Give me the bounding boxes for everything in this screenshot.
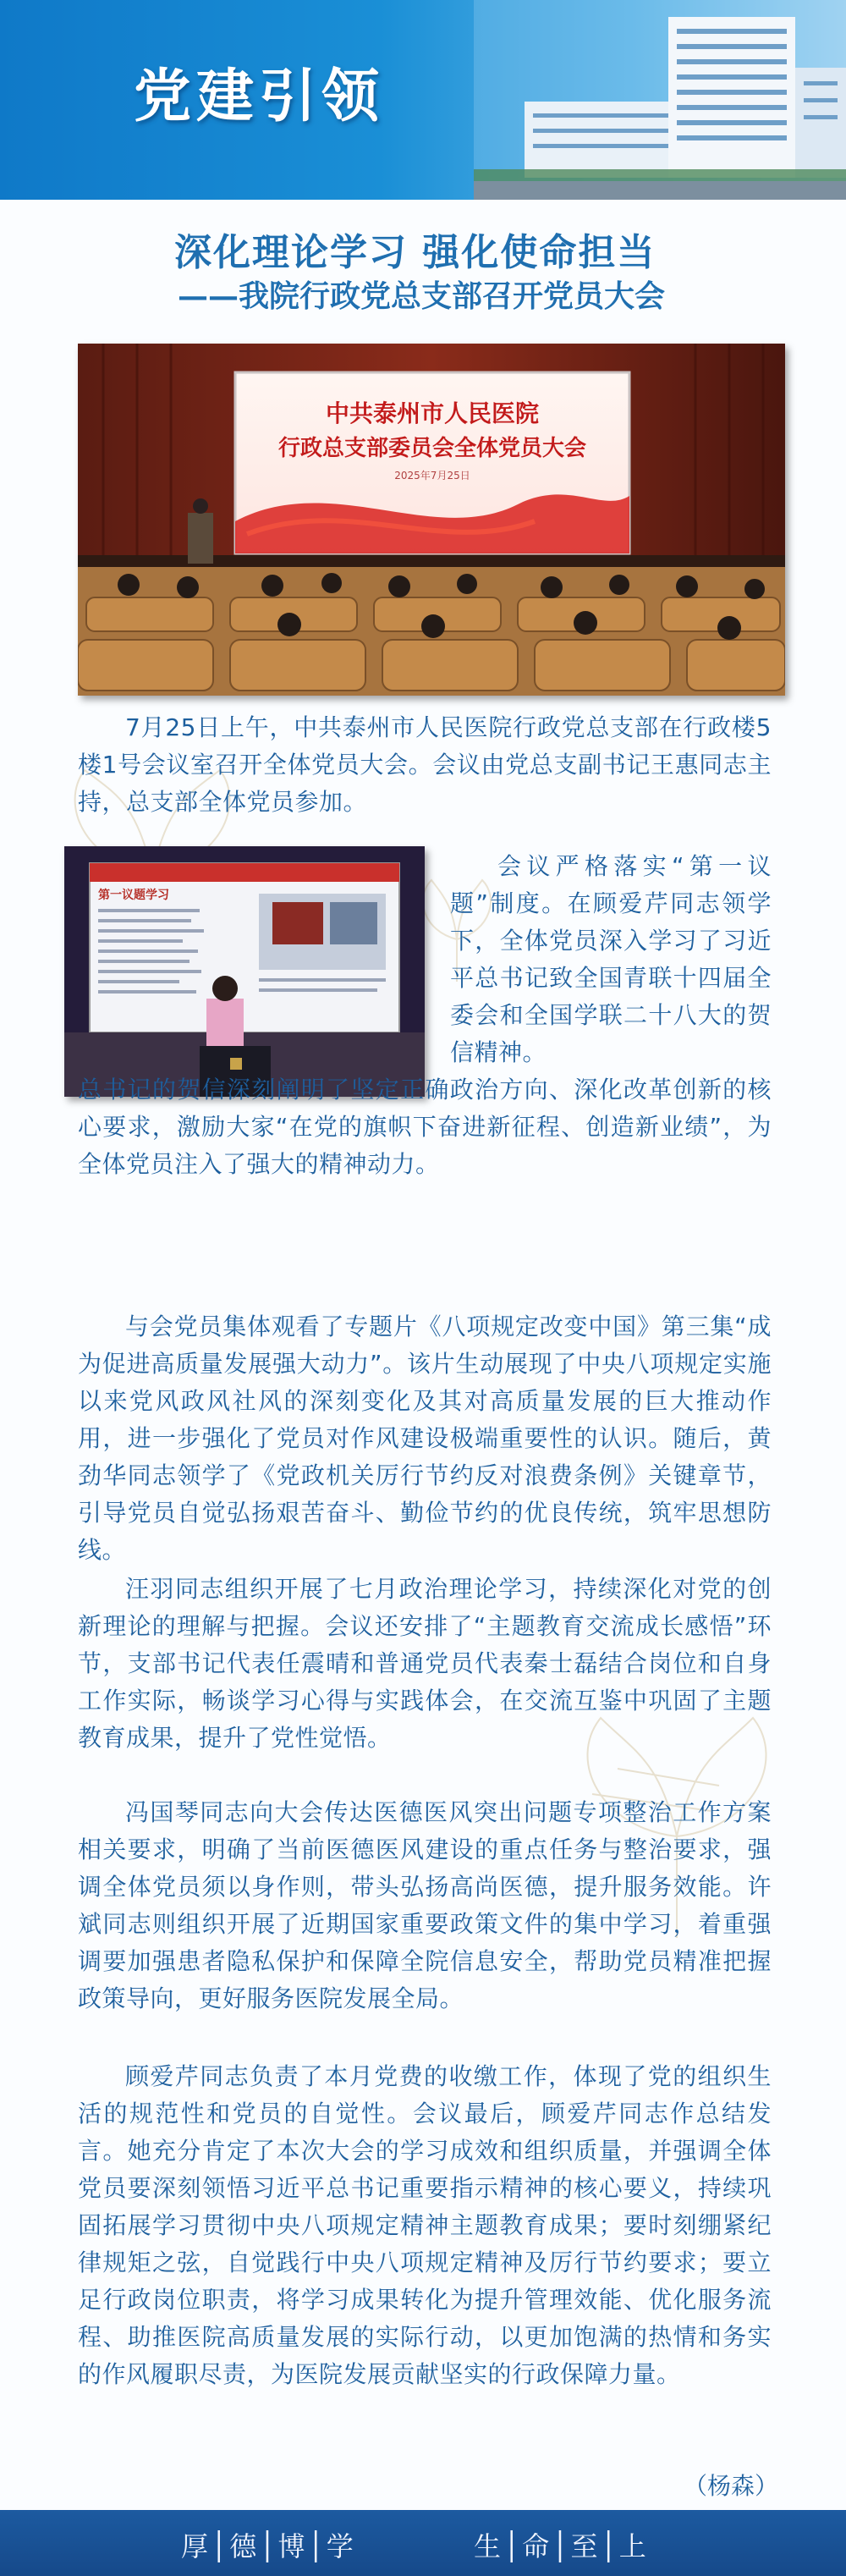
paragraph-intro: 7月25日上午，中共泰州市人民医院行政党总支部在行政楼5楼1号会议室召开全体党员大会。会议由党总支副书记王惠同志主持，总支部全体党员参加。 (78, 713, 772, 816)
article-subtitle: ——我院行政党总支部召开党员大会 (178, 278, 666, 314)
screen-line-1: 中共泰州市人民医院 (325, 399, 540, 427)
footer-motto-right: 生│命│至│上 (474, 2530, 649, 2562)
speaker-photo (64, 846, 425, 1097)
paragraph-documentary: 与会党员集体观看了专题片《八项规定改变中国》第三集“成为促进高质量发展强大动力”。该片生动展现了中央八项规定实施以来党风政风社风的深刻变化及其对高质量发展的巨大推动作用，进一步强化了党员对作风建设极端重要性的认识。随后，黄劲华同志领学了《党政机关厉行节约反对浪费条例》关键章节，引导党员自觉弘扬艰苦奋斗、勤俭节约的优良传统，筑牢思想防线。 (78, 1313, 772, 1564)
footer-banner (0, 2510, 846, 2576)
screen-line-2: 行政总支部委员会全体党员大会 (277, 436, 587, 461)
paragraph-first-topic-continued: 总书记的贺信深刻阐明了坚定正确政治方向、深化改革创新的核心要求，激励大家“在党的旗帜下奋进新征程、创造新业绩”，为全体党员注入了强大的精神动力。 (78, 1076, 772, 1178)
paragraph-theory-study: 汪羽同志组织开展了七月政治理论学习，持续深化对党的创新理论的理解与把握。会议还安排了“主题教育交流成长感悟”环节，支部书记代表任震晴和普通党员代表秦士磊结合岗位和自身工作实际，畅谈学习心得与实践体会，在交流互鉴中巩固了主题教育成果，提升了党性觉悟。 (78, 1575, 772, 1752)
meeting-hall-photo (78, 344, 785, 696)
paragraph-medical-ethics: 冯国琴同志向大会传达医德医风突出问题专项整治工作方案相关要求，明确了当前医德医风建设的重点任务与整治要求，强调全体党员须以身作则，带头弘扬高尚医德，提升服务效能。许斌同志则组织开展了近期国家重要政策文件的集中学习，着重强调要加强患者隐私保护和保障全院信息安全，帮助党员精准把握政策导向，更好服务医院发展全局。 (78, 1798, 772, 2012)
paragraph-summary: 顾爱芹同志负责了本月党费的收缴工作，体现了党的组织生活的规范性和党员的自觉性。会议最后，顾爱芹同志作总结发言。她充分肯定了本次大会的学习成效和组织质量，并强调全体党员要深刻领悟习近平总书记重要指示精神的核心要义，持续巩固拓展学习贯彻中央八项规定精神主题教育成果；要时刻绷紧纪律规矩之弦，自觉践行中央八项规定精神及厉行节约要求；要立足行政岗位职责，将学习成果转化为提升管理效能、优化服务流程、助推医院高质量发展的实际行动，以更加饱满的热情和务实的作风履职尽责，为医院发展贡献坚实的行政保障力量。 (78, 2062, 772, 2388)
slide-title: 第一议题学习 (98, 889, 169, 902)
header-title: 党建引领 (134, 63, 385, 130)
author-credit: （杨森） (683, 2472, 778, 2500)
article-title: 深化理论学习 强化使命担当 (174, 231, 656, 274)
hospital-building-illustration (474, 0, 846, 200)
footer-motto-left: 厚│德│博│学 (181, 2530, 356, 2562)
header-banner (0, 0, 846, 200)
paragraph-first-topic: 会议严格落实“第一议题”制度。在顾爱芹同志领学下，全体党员深入学习了习近平总书记致全国青联十四届全委会和全国学联二十八大的贺信精神。 (450, 852, 772, 1066)
screen-date: 2025年7月25日 (394, 470, 470, 482)
